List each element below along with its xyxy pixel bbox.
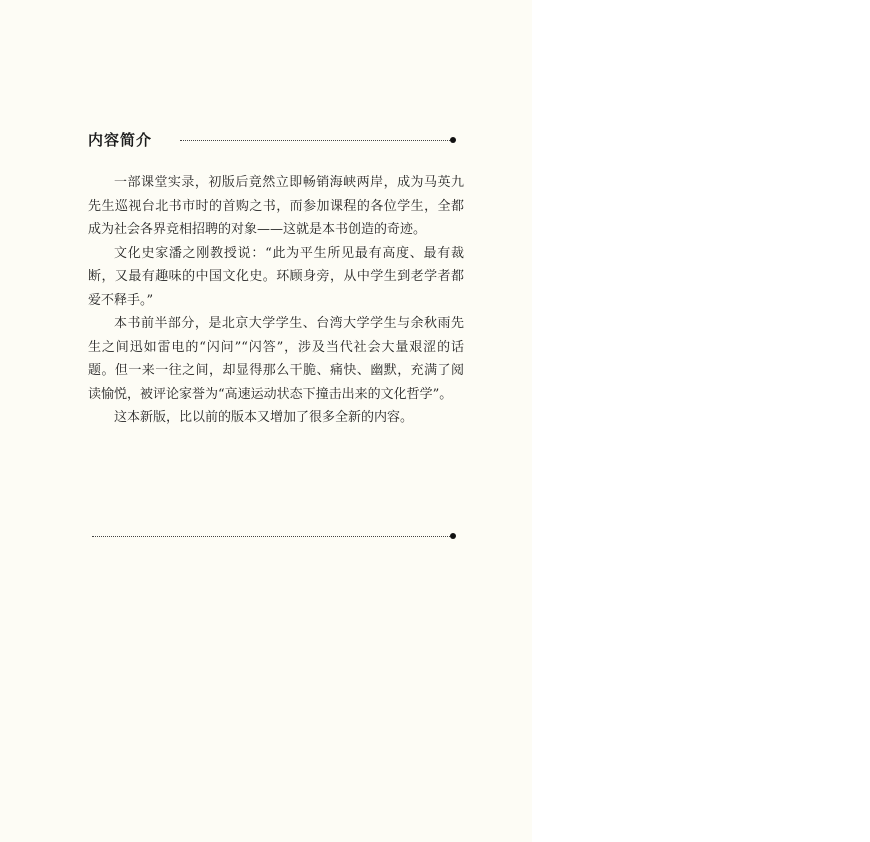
paragraph-3: 本书前半部分，是北京大学学生、台湾大学学生与余秋雨先生之间迅如雷电的“闪问”“闪答”，涉及当代社会大量艰涩的话题。但一来一往之间，却显得那么干脆、痛快、幽默，充满了阅读愉悦，被评论家誉为“高速运动状态下撞击出来的文化哲学”。 (88, 316, 464, 402)
dotted-rule-bottom (92, 533, 454, 541)
bullet-dot-bottom (450, 533, 456, 539)
paragraph-4: 这本新版，比以前的版本又增加了很多全新的内容。 (114, 410, 414, 425)
paragraph-1: 一部课堂实录，初版后竟然立即畅销海峡两岸，成为马英九先生巡视台北书市时的首购之书，而参加课程的各位学生，全都成为社会各界竞相招聘的对象——这就是本书创造的奇迹。 (88, 175, 464, 237)
synopsis-body (88, 171, 464, 430)
dotted-rule-top (180, 140, 450, 141)
dotted-line-bottom (92, 536, 450, 537)
heading-row (88, 128, 460, 152)
bullet-dot-top (450, 137, 456, 143)
paragraph-2: 文化史家潘之刚教授说：“此为平生所见最有高度、最有裁断，又最有趣味的中国文化史。环顾身旁，从中学生到老学者都爱不释手。” (88, 245, 464, 308)
section-heading: 内容简介 (88, 131, 153, 149)
